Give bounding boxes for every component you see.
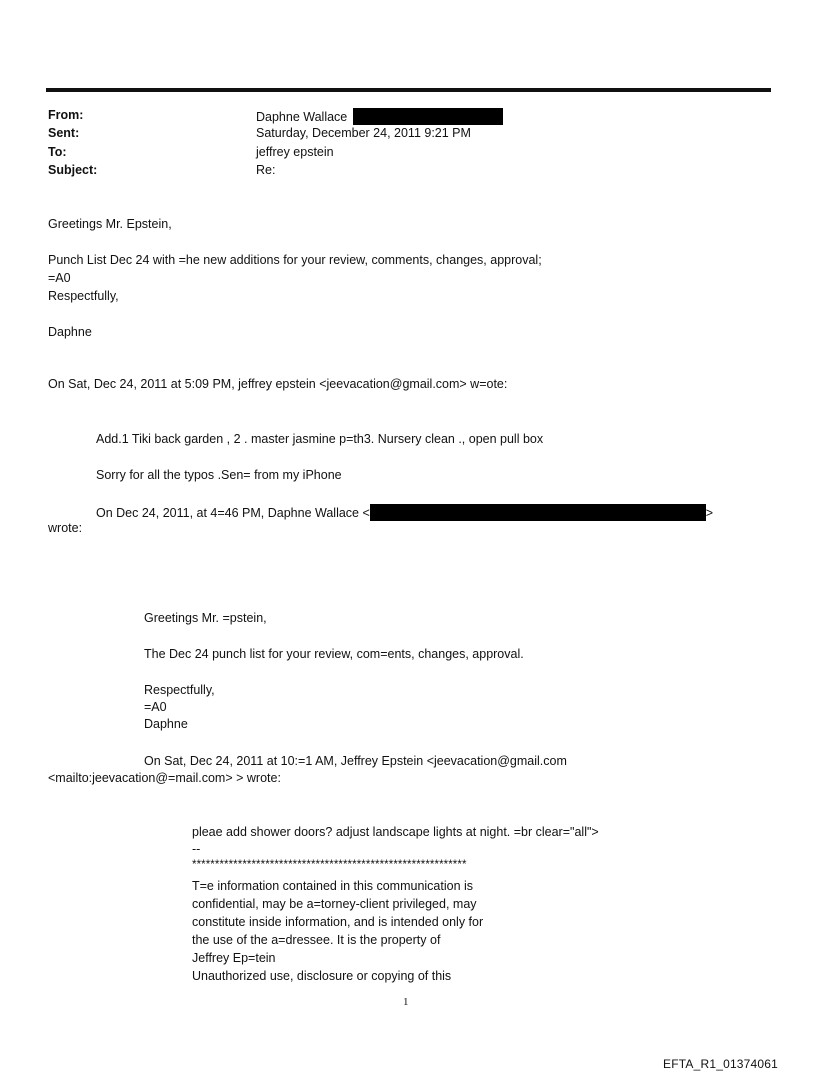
quote-header-text: On Dec 24, 2011, at 4=46 PM, Daphne Wallace < <box>96 506 370 520</box>
quote-header-end: > <box>705 506 714 520</box>
disclaimer-line: Jeffrey Ep=tein <box>192 951 276 965</box>
sent-label: Sent: <box>48 126 80 140</box>
to-value: jeffrey epstein <box>256 145 334 159</box>
quoted-line: Add.1 Tiki back garden , 2 . master jasmine p=th3. Nursery clean ., open pull box <box>96 432 544 446</box>
bates-number: EFTA_R1_01374061 <box>663 1057 779 1071</box>
from-label: From: <box>48 108 84 122</box>
subject-value: Re: <box>256 163 276 177</box>
encoding-artifact: =A0 <box>48 271 71 285</box>
disclaimer-line: constitute inside information, and is intended only for <box>192 915 484 929</box>
quote-header <box>96 504 713 521</box>
asterisk-separator: ************************************************************ <box>192 859 467 871</box>
disclaimer-line: the use of the a=dressee. It is the property of <box>192 933 441 947</box>
disclaimer-line: T=e information contained in this communication is <box>192 879 474 893</box>
encoding-artifact: =A0 <box>144 700 167 714</box>
redaction-bar <box>353 108 503 125</box>
disclaimer-line: Unauthorized use, disclosure or copying of this <box>192 969 452 983</box>
redaction-bar <box>370 504 706 521</box>
quote-header-continued: <mailto:jeevacation@=mail.com> > wrote: <box>48 771 281 785</box>
quote-header: On Sat, Dec 24, 2011 at 10:=1 AM, Jeffrey Epstein <jeevacation@gmail.com <box>144 754 567 768</box>
quoted-paragraph: The Dec 24 punch list for your review, com=ents, changes, approval. <box>144 647 524 661</box>
to-label: To: <box>48 145 67 159</box>
page-number: 1 <box>403 996 409 1008</box>
quoted-closing: Respectfully, <box>144 683 215 697</box>
signature: Daphne <box>48 325 92 339</box>
quoted-greeting: Greetings Mr. =pstein, <box>144 611 267 625</box>
sent-value: Saturday, December 24, 2011 9:21 PM <box>256 126 471 140</box>
closing: Respectfully, <box>48 289 119 303</box>
quote-header-wrote: wrote: <box>48 521 83 535</box>
quote-header: On Sat, Dec 24, 2011 at 5:09 PM, jeffrey epstein <jeevacation@gmail.com> w=ote: <box>48 377 508 391</box>
quoted-line: Sorry for all the typos .Sen= from my iPhone <box>96 468 342 482</box>
from-name: Daphne Wallace <box>256 110 348 124</box>
signature-dashes: -- <box>192 842 201 856</box>
body-paragraph: Punch List Dec 24 with =he new additions for your review, comments, changes, approval; <box>48 253 542 267</box>
disclaimer-line: confidential, may be a=torney-client privileged, may <box>192 897 477 911</box>
greeting: Greetings Mr. Epstein, <box>48 217 172 231</box>
quoted-line: pleae add shower doors? adjust landscape lights at night. =br clear="all"> <box>192 825 599 839</box>
quoted-signature: Daphne <box>144 717 188 731</box>
from-value <box>256 108 503 125</box>
header-rule <box>46 88 771 92</box>
subject-label: Subject: <box>48 163 98 177</box>
